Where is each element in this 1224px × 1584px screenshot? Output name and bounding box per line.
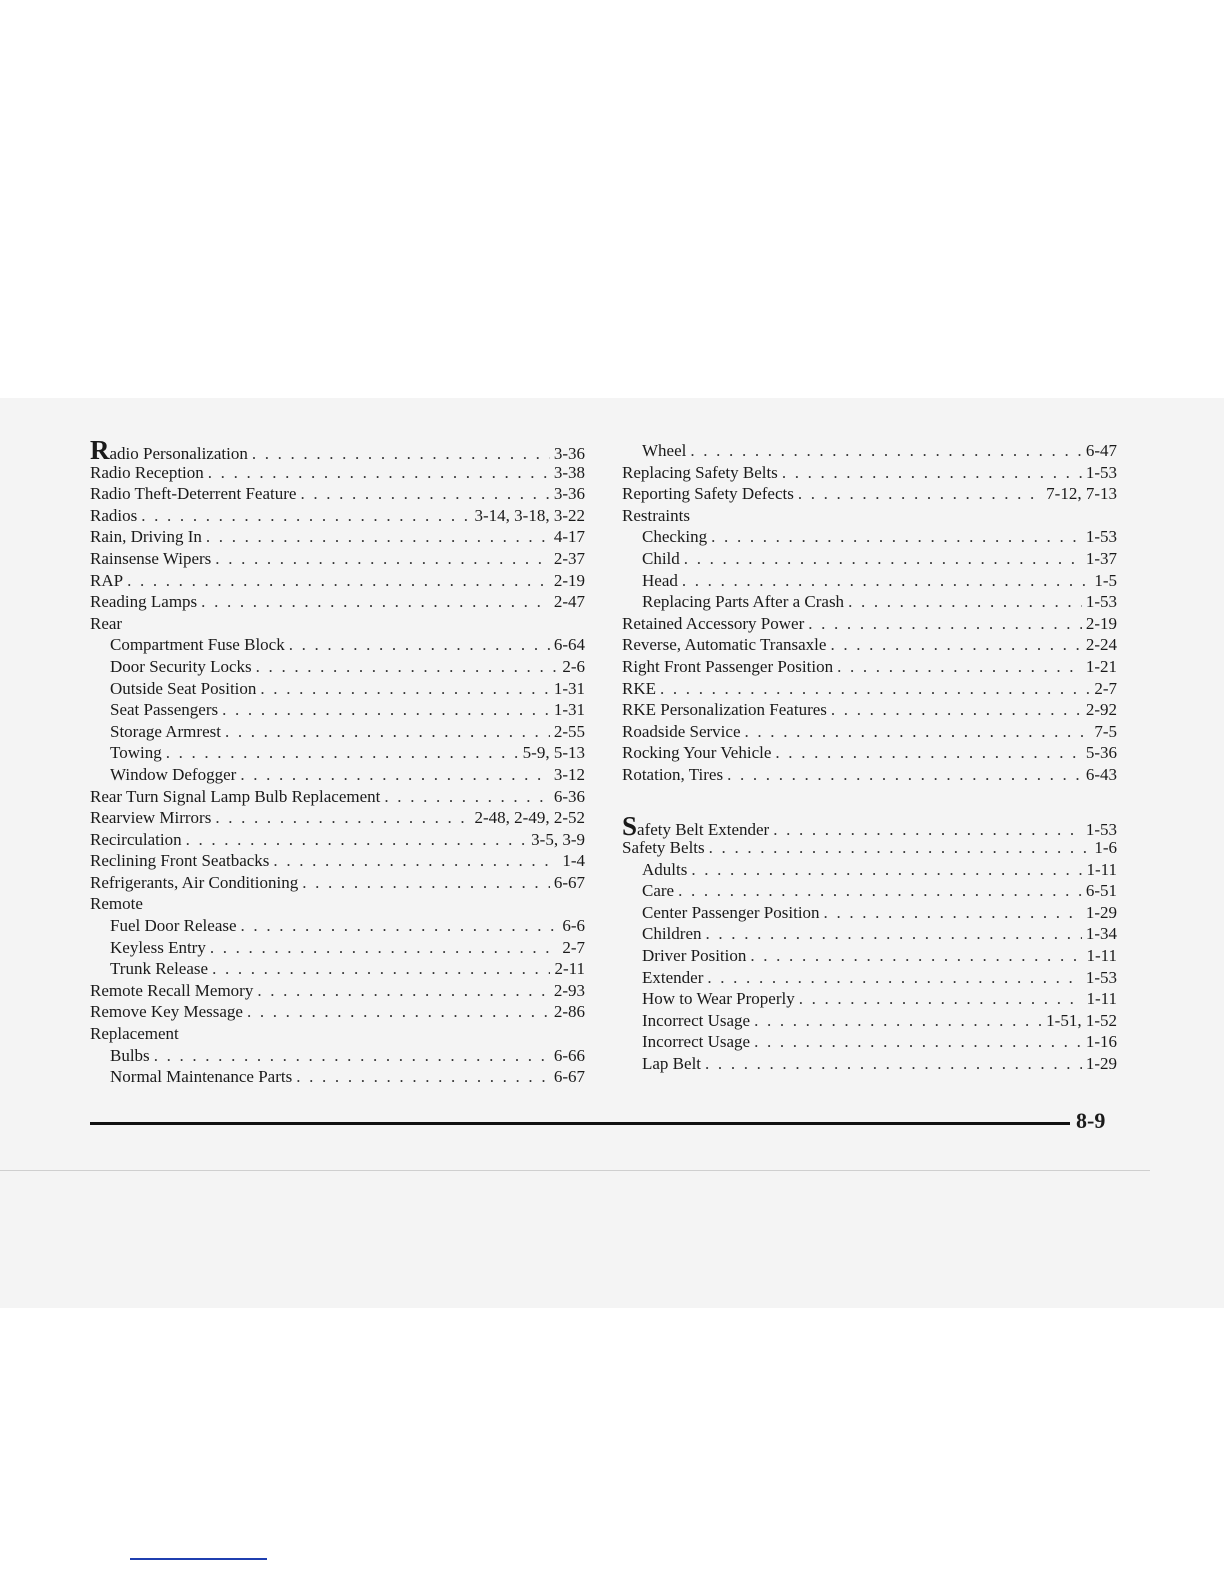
entry-page-ref: 2-37: [553, 548, 585, 568]
dot-leader: [257, 980, 549, 1002]
index-subentry: [90, 656, 585, 678]
entry-label: Rainsense Wipers: [90, 548, 212, 568]
entry-page-ref: 1-5: [1094, 570, 1117, 590]
bottom-link-underline: [130, 1558, 267, 1560]
index-entry: [90, 980, 585, 1002]
entry-label: Fuel Door Release: [110, 916, 237, 936]
entry-label: Children: [642, 924, 702, 944]
entry-page-ref: 2-86: [553, 1002, 585, 1022]
dot-leader: [127, 570, 550, 592]
index-subentry: [90, 764, 585, 786]
index-entry: [622, 699, 1117, 721]
entry-label: RKE Personalization Features: [622, 700, 827, 720]
entry-label: Remote: [90, 894, 143, 914]
dot-leader: [208, 462, 550, 484]
entry-label: Rearview Mirrors: [90, 808, 212, 828]
dot-leader: [707, 967, 1081, 989]
dot-leader: [240, 764, 550, 786]
index-entry: [90, 462, 585, 484]
entry-label: Radio Personalization: [90, 435, 248, 465]
entry-label: Remote Recall Memory: [90, 980, 254, 1000]
entry-label: Towing: [110, 743, 162, 763]
dot-leader: [241, 915, 559, 937]
index-subentry: [622, 880, 1117, 902]
index-entry: [622, 483, 1117, 505]
entry-page-ref: 5-36: [1085, 743, 1117, 763]
index-subentry: [622, 945, 1117, 967]
dot-leader: [709, 837, 1091, 859]
dot-leader: [186, 829, 528, 851]
entry-page-ref: 1-21: [1085, 656, 1117, 676]
index-subentry: [622, 570, 1117, 592]
entry-label: Roadside Service: [622, 721, 741, 741]
entry-page-ref: 2-11: [554, 959, 585, 979]
index-entry: [622, 656, 1117, 678]
dot-leader: [300, 483, 549, 505]
entry-label: Rear Turn Signal Lamp Bulb Replacement: [90, 786, 381, 806]
dot-leader: [750, 945, 1082, 967]
index-subentry: [622, 548, 1117, 570]
index-entry: [90, 548, 585, 570]
dot-leader: [256, 656, 559, 678]
dot-leader: [210, 937, 558, 959]
index-entry: [622, 810, 1117, 841]
entry-page-ref: 1-31: [553, 700, 585, 720]
entry-label: Center Passenger Position: [642, 902, 820, 922]
entry-page-ref: 6-43: [1085, 764, 1117, 784]
index-entry: [622, 634, 1117, 656]
entry-page-ref: 5-9, 5-13: [522, 743, 585, 763]
index-subentry: [622, 988, 1117, 1010]
entry-page-ref: 1-53: [1085, 592, 1117, 612]
entry-page-ref: 3-5, 3-9: [531, 829, 585, 849]
entry-label: Reporting Safety Defects: [622, 484, 794, 504]
entry-label: Radios: [90, 505, 138, 525]
entry-page-ref: 1-53: [1085, 819, 1117, 839]
dot-leader: [289, 634, 550, 656]
index-entry: [90, 435, 585, 465]
entry-label: Radio Reception: [90, 462, 204, 482]
index-entry: [90, 807, 585, 829]
page-number: 8-9: [1076, 1108, 1106, 1133]
index-heading: [90, 893, 585, 915]
entry-page-ref: 1-4: [562, 851, 585, 871]
entry-page-ref: 2-19: [553, 570, 585, 590]
entry-label: Retained Accessory Power: [622, 613, 805, 633]
entry-label: Replacement: [90, 1024, 179, 1044]
dot-leader: [848, 591, 1082, 613]
index-entry: [622, 721, 1117, 743]
index-subentry: [90, 678, 585, 700]
entry-label: Window Defogger: [110, 764, 237, 784]
dot-leader: [690, 440, 1081, 462]
entry-page-ref: 1-37: [1085, 548, 1117, 568]
entry-label: Care: [642, 881, 675, 901]
dot-leader: [206, 526, 550, 548]
dot-leader: [754, 1010, 1042, 1032]
entry-page-ref: 1-53: [1085, 527, 1117, 547]
index-subentry: [622, 1031, 1117, 1053]
section-spacer: [622, 786, 1117, 816]
index-subentry: [622, 440, 1117, 462]
entry-page-ref: 3-12: [553, 764, 585, 784]
entry-label: Door Security Locks: [110, 656, 252, 676]
entry-page-ref: 6-51: [1085, 881, 1117, 901]
dot-leader: [782, 462, 1082, 484]
index-entry: [90, 591, 585, 613]
entry-page-ref: 1-11: [1086, 859, 1117, 879]
dot-leader: [247, 1001, 550, 1023]
entry-label: Extender: [642, 967, 704, 987]
entry-page-ref: 1-29: [1085, 1054, 1117, 1074]
dot-leader: [212, 958, 550, 980]
entry-page-ref: 3-36: [553, 484, 585, 504]
entry-page-ref: 6-67: [553, 872, 585, 892]
index-subentry: [622, 902, 1117, 924]
dot-leader: [830, 634, 1081, 656]
index-entry: [90, 786, 585, 808]
index-subentry: [90, 1045, 585, 1067]
entry-page-ref: 6-64: [553, 635, 585, 655]
dot-leader: [678, 880, 1082, 902]
dot-leader: [745, 721, 1091, 743]
dot-leader: [660, 678, 1090, 700]
entry-label: Reverse, Automatic Transaxle: [622, 635, 827, 655]
index-entry: [622, 613, 1117, 635]
entry-page-ref: 2-48, 2-49, 2-52: [474, 808, 585, 828]
index-entry: [622, 837, 1117, 859]
entry-page-ref: 3-38: [553, 462, 585, 482]
entry-label: Storage Armrest: [110, 721, 221, 741]
index-entry: [90, 829, 585, 851]
entry-page-ref: 3-14, 3-18, 3-22: [474, 505, 585, 525]
entry-label: Seat Passengers: [110, 700, 219, 720]
dot-leader: [798, 483, 1042, 505]
entry-label: How to Wear Properly: [642, 989, 795, 1009]
dot-leader: [684, 548, 1082, 570]
entry-page-ref: 2-47: [553, 592, 585, 612]
entry-label: Replacing Parts After a Crash: [642, 592, 845, 612]
dot-leader: [166, 742, 519, 764]
entry-label: RKE: [622, 678, 656, 698]
entry-page-ref: 2-7: [562, 937, 585, 957]
dot-leader: [824, 902, 1082, 924]
index-subentry: [90, 721, 585, 743]
index-column-left: [90, 435, 585, 1088]
entry-label: Safety Belt Extender: [622, 810, 770, 841]
index-entry: [622, 764, 1117, 786]
dot-leader: [154, 1045, 550, 1067]
entry-page-ref: 2-93: [553, 980, 585, 1000]
entry-page-ref: 1-16: [1085, 1032, 1117, 1052]
entry-label: Incorrect Usage: [642, 1032, 751, 1052]
dot-leader: [775, 742, 1081, 764]
entry-page-ref: 1-6: [1094, 838, 1117, 858]
dot-leader: [296, 1066, 550, 1088]
dot-leader: [706, 923, 1082, 945]
dot-leader: [141, 505, 470, 527]
entry-page-ref: 2-6: [562, 656, 585, 676]
dot-leader: [384, 786, 549, 808]
index-heading: [90, 613, 585, 635]
entry-label: Rocking Your Vehicle: [622, 743, 772, 763]
index-entry: [90, 850, 585, 872]
dot-leader: [754, 1031, 1082, 1053]
entry-label: Head: [642, 570, 678, 590]
entry-label: Keyless Entry: [110, 937, 206, 957]
dot-leader: [273, 850, 558, 872]
entry-page-ref: 1-34: [1085, 924, 1117, 944]
entry-label: Recirculation: [90, 829, 182, 849]
entry-page-ref: 1-53: [1085, 462, 1117, 482]
entry-label: Compartment Fuse Block: [110, 635, 285, 655]
entry-page-ref: 6-36: [553, 786, 585, 806]
index-entry: [90, 505, 585, 527]
index-column-right: [622, 440, 1117, 1075]
entry-page-ref: 1-29: [1085, 902, 1117, 922]
entry-label: Driver Position: [642, 946, 747, 966]
index-subentry: [90, 915, 585, 937]
index-subentry: [622, 1053, 1117, 1075]
dot-leader: [808, 613, 1082, 635]
entry-label: Reading Lamps: [90, 592, 198, 612]
index-heading: [622, 505, 1117, 527]
entry-page-ref: 4-17: [553, 527, 585, 547]
entry-page-ref: 3-36: [553, 444, 585, 463]
index-subentry: [622, 591, 1117, 613]
entry-page-ref: 2-55: [553, 721, 585, 741]
entry-label: Bulbs: [110, 1045, 150, 1065]
dot-leader: [682, 570, 1090, 592]
entry-page-ref: 6-47: [1085, 441, 1117, 460]
index-subentry: [90, 1066, 585, 1088]
entry-page-ref: 1-51, 1-52: [1046, 1010, 1117, 1030]
entry-page-ref: 6-66: [553, 1045, 585, 1065]
index-entry: [622, 678, 1117, 700]
index-subentry: [622, 967, 1117, 989]
index-entry: [90, 570, 585, 592]
index-entry: [90, 483, 585, 505]
entry-label: Normal Maintenance Parts: [110, 1067, 293, 1087]
dot-leader: [799, 988, 1083, 1010]
entry-page-ref: 6-6: [562, 916, 585, 936]
index-subentry: [90, 958, 585, 980]
dot-leader: [727, 764, 1082, 786]
index-subentry: [622, 526, 1117, 548]
dot-leader: [225, 721, 550, 743]
entry-label: Trunk Release: [110, 959, 209, 979]
index-subentry: [622, 923, 1117, 945]
entry-label: Rotation, Tires: [622, 764, 724, 784]
entry-label: Restraints: [622, 505, 690, 525]
dot-leader: [260, 678, 549, 700]
index-entry: [622, 462, 1117, 484]
entry-label: Child: [642, 548, 680, 568]
index-entry: [622, 742, 1117, 764]
entry-label: Safety Belts: [622, 838, 705, 858]
dot-leader: [831, 699, 1082, 721]
entry-page-ref: 2-92: [1085, 700, 1117, 720]
entry-label: Outside Seat Position: [110, 678, 257, 698]
index-entry: [90, 1001, 585, 1023]
index-subentry: [90, 937, 585, 959]
entry-label: Refrigerants, Air Conditioning: [90, 872, 299, 892]
entry-page-ref: 1-31: [553, 678, 585, 698]
entry-page-ref: 2-24: [1085, 635, 1117, 655]
dot-leader: [201, 591, 550, 613]
entry-page-ref: 2-7: [1094, 678, 1117, 698]
entry-page-ref: 6-67: [553, 1067, 585, 1087]
dot-leader: [711, 526, 1082, 548]
index-subentry: [90, 699, 585, 721]
dot-leader: [215, 807, 470, 829]
index-subentry: [90, 634, 585, 656]
entry-label: Checking: [642, 527, 708, 547]
index-subentry: [90, 742, 585, 764]
entry-label: Remove Key Message: [90, 1002, 243, 1022]
scan-edge-line: [0, 1170, 1150, 1171]
entry-label: Incorrect Usage: [642, 1010, 751, 1030]
entry-page-ref: 1-11: [1086, 946, 1117, 966]
index-subentry: [622, 859, 1117, 881]
entry-label: Radio Theft-Deterrent Feature: [90, 484, 297, 504]
entry-label: Adults: [642, 859, 688, 879]
dot-leader: [705, 1053, 1082, 1075]
dot-leader: [837, 656, 1082, 678]
index-subentry: [622, 1010, 1117, 1032]
entry-label: Reclining Front Seatbacks: [90, 851, 270, 871]
entry-label: Rear: [90, 613, 123, 633]
dot-leader: [691, 859, 1082, 881]
index-entry: [90, 526, 585, 548]
entry-page-ref: 7-5: [1094, 721, 1117, 741]
dot-leader: [302, 872, 550, 894]
entry-page-ref: 7-12, 7-13: [1046, 484, 1117, 504]
entry-label: Right Front Passenger Position: [622, 656, 834, 676]
entry-label: Rain, Driving In: [90, 527, 202, 547]
entry-page-ref: 1-53: [1085, 967, 1117, 987]
dot-leader: [222, 699, 550, 721]
dot-leader: [215, 548, 550, 570]
footer-rule: [90, 1122, 1070, 1125]
entry-page-ref: 2-19: [1085, 613, 1117, 633]
index-entry: [90, 872, 585, 894]
entry-label: Lap Belt: [642, 1054, 702, 1074]
entry-label: Replacing Safety Belts: [622, 462, 778, 482]
entry-label: RAP: [90, 570, 124, 590]
entry-page-ref: 1-11: [1086, 989, 1117, 1009]
entry-label: Wheel: [642, 441, 687, 460]
index-heading: [90, 1023, 585, 1045]
